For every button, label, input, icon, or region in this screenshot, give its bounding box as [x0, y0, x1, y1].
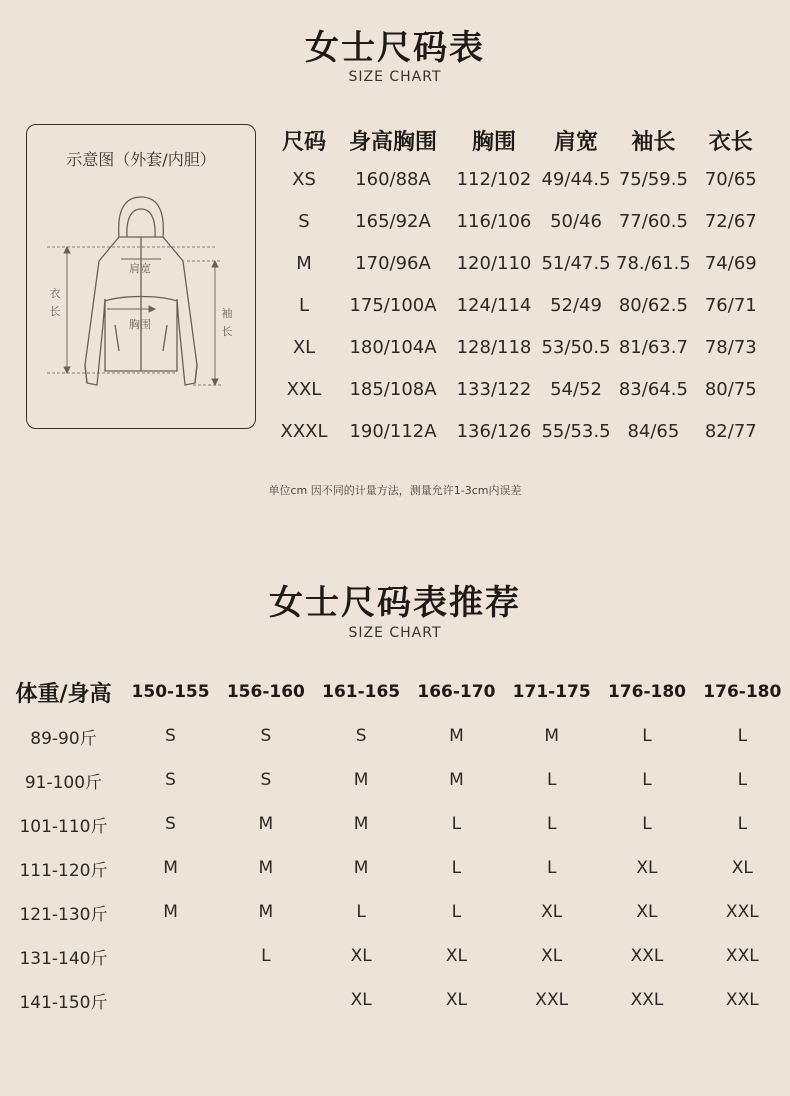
size-cell: 180/104A: [349, 336, 437, 358]
size-cell: 133/122: [456, 378, 532, 400]
recommended-size-cell: L: [737, 726, 748, 746]
recommended-size-cell: M: [258, 814, 274, 834]
recommended-size-cell: M: [258, 858, 274, 878]
recommended-size-cell: L: [737, 814, 748, 834]
recommended-size-cell: L: [451, 902, 462, 922]
recommended-size-cell: XL: [350, 946, 372, 966]
header-length: 衣长: [708, 129, 753, 155]
size-cell: L: [298, 294, 310, 316]
weight-range-cell: 131-140斤: [19, 948, 108, 969]
recommendation-row: [4, 846, 790, 890]
label-chest: 胸围: [129, 318, 151, 331]
size-cell: 116/106: [456, 210, 532, 232]
recommended-size-cell: M: [353, 814, 369, 834]
recommended-size-cell: [218, 978, 313, 1022]
recommended-size-cell: M: [258, 902, 274, 922]
sleeve-arrow-top: [212, 261, 218, 267]
recommendation-row: [4, 890, 790, 934]
sleeve-arrow-bottom: [212, 379, 218, 385]
size-row: [274, 284, 771, 326]
measurement-note: 单位cm 因不同的计量方法，测量允许1-3cm内误差: [268, 484, 522, 497]
size-cell: 76/71: [704, 294, 757, 316]
size-cell: XL: [292, 336, 316, 358]
recommended-size-cell: [123, 934, 218, 978]
size-cell: 124/114: [456, 294, 532, 316]
recommended-size-cell: XL: [731, 858, 753, 878]
recommended-size-cell: [123, 978, 218, 1022]
size-row: [274, 410, 771, 452]
size-cell: 170/96A: [355, 252, 431, 274]
recommended-size-cell: M: [449, 770, 464, 790]
size-cell: 49/44.5: [541, 168, 611, 190]
weight-range-cell: 91-100斤: [24, 772, 103, 793]
header-height-range: 176-180: [703, 682, 782, 702]
size-cell: 50/46: [550, 210, 602, 232]
recommended-size-cell: L: [737, 770, 748, 790]
length-arrow-bottom: [64, 367, 70, 373]
header-height-range: 156-160: [226, 682, 305, 702]
recommended-size-cell: S: [260, 770, 272, 790]
size-table: [274, 122, 771, 452]
header-height-range: 166-170: [417, 682, 496, 702]
size-cell: 82/77: [704, 420, 757, 442]
recommended-size-cell: S: [165, 770, 176, 790]
header-height-range: 150-155: [131, 682, 210, 702]
recommended-size-cell: M: [163, 858, 178, 878]
weight-range-cell: 121-130斤: [19, 904, 108, 925]
recommendation-row: [4, 978, 790, 1022]
size-cell: 55/53.5: [541, 420, 611, 442]
recommended-size-cell: S: [165, 726, 176, 746]
diagram-caption: 示意图（外套/内胆）: [66, 150, 216, 169]
recommended-size-cell: XL: [445, 946, 467, 966]
weight-range-cell: 111-120斤: [19, 860, 108, 881]
size-cell: 81/63.7: [618, 336, 688, 358]
label-length: 衣长: [49, 287, 61, 318]
recommended-size-cell: S: [355, 726, 367, 746]
size-cell: XS: [292, 168, 316, 190]
recommended-size-cell: S: [260, 726, 272, 746]
size-cell: 70/65: [704, 168, 757, 190]
hood-inner: [127, 209, 155, 237]
recommended-size-cell: L: [642, 814, 652, 834]
recommendation-title: 女士尺码表推荐: [269, 583, 521, 623]
size-cell: 136/126: [456, 420, 532, 442]
recommended-size-cell: M: [544, 726, 560, 746]
jacket-diagram: [27, 125, 255, 428]
recommended-size-cell: XL: [541, 946, 563, 966]
recommended-size-cell: XL: [636, 902, 658, 922]
size-cell: 190/112A: [349, 420, 437, 442]
header-shoulder: 肩宽: [553, 129, 598, 155]
size-cell: XXXL: [280, 420, 328, 442]
size-cell: 83/64.5: [618, 378, 688, 400]
hood-outline: [119, 197, 164, 237]
header-height-chest: 身高胸围: [348, 129, 437, 155]
recommended-size-cell: M: [353, 858, 369, 878]
recommended-size-cell: L: [451, 858, 462, 878]
recommended-size-cell: L: [261, 946, 271, 966]
size-row: [274, 368, 771, 410]
size-cell: 78/73: [704, 336, 757, 358]
recommendation-row: [4, 934, 790, 978]
recommendation-header: [4, 670, 790, 714]
size-cell: 78./61.5: [616, 252, 691, 274]
recommendation-row: [4, 802, 790, 846]
weight-range-cell: 89-90斤: [30, 728, 97, 749]
right-cuff: [195, 365, 197, 383]
size-cell: 80/75: [704, 378, 757, 400]
recommended-size-cell: XXL: [630, 946, 664, 966]
size-cell: 165/92A: [355, 210, 431, 232]
header-sleeve: 袖长: [631, 129, 676, 155]
recommendation-subtitle: SIZE CHART: [348, 625, 442, 641]
size-cell: 54/52: [550, 378, 602, 400]
recommended-size-cell: L: [546, 858, 557, 878]
size-cell: M: [296, 252, 312, 274]
header-height-range: 171-175: [512, 682, 591, 702]
left-pocket: [115, 325, 119, 351]
recommended-size-cell: XL: [445, 990, 467, 1010]
size-cell: 160/88A: [355, 168, 431, 190]
recommended-size-cell: L: [546, 770, 557, 790]
recommended-size-cell: S: [165, 814, 176, 834]
recommendation-row: [4, 714, 790, 758]
size-cell: 72/67: [704, 210, 757, 232]
recommended-size-cell: XL: [636, 858, 658, 878]
jacket-diagram-panel: [26, 124, 256, 429]
weight-range-cell: 141-150斤: [19, 992, 108, 1013]
recommended-size-cell: L: [642, 726, 652, 746]
weight-range-cell: 101-110斤: [19, 816, 108, 837]
size-cell: 52/49: [550, 294, 602, 316]
size-table-header: [274, 122, 771, 158]
header-size: 尺码: [281, 129, 326, 155]
recommended-size-cell: M: [353, 770, 369, 790]
recommended-size-cell: L: [356, 902, 366, 922]
size-cell: 84/65: [627, 420, 680, 442]
label-sleeve: 袖长: [221, 307, 233, 338]
recommended-size-cell: L: [451, 814, 462, 834]
recommended-size-cell: XXL: [725, 902, 759, 922]
header-weight-height: 体重/身高: [15, 681, 112, 707]
recommended-size-cell: XL: [350, 990, 372, 1010]
size-cell: 74/69: [704, 252, 757, 274]
recommended-size-cell: XXL: [725, 946, 759, 966]
size-cell: S: [298, 210, 310, 232]
recommended-size-cell: M: [163, 902, 178, 922]
recommended-size-cell: L: [546, 814, 557, 834]
recommended-size-cell: XXL: [535, 990, 569, 1010]
recommendation-table: [4, 670, 790, 1022]
size-cell: 120/110: [456, 252, 532, 274]
left-cuff: [85, 365, 87, 383]
size-row: [274, 326, 771, 368]
label-shoulder: 肩宽: [129, 262, 151, 275]
size-row: [274, 242, 771, 284]
recommended-size-cell: XL: [541, 902, 563, 922]
recommendation-row: [4, 758, 790, 802]
size-cell: 185/108A: [349, 378, 437, 400]
size-cell: 80/62.5: [618, 294, 688, 316]
recommended-size-cell: XXL: [630, 990, 664, 1010]
size-chart-title: 女士尺码表: [305, 28, 485, 68]
right-pocket: [163, 325, 167, 351]
size-cell: XXL: [286, 378, 322, 400]
size-cell: 53/50.5: [541, 336, 611, 358]
recommended-size-cell: XXL: [725, 990, 759, 1010]
recommended-size-cell: L: [642, 770, 652, 790]
size-cell: 77/60.5: [618, 210, 688, 232]
length-arrow-top: [64, 247, 70, 253]
size-cell: 75/59.5: [618, 168, 688, 190]
header-height-range: 161-165: [322, 682, 401, 702]
size-cell: 175/100A: [349, 294, 437, 316]
size-cell: 112/102: [456, 168, 532, 190]
size-row: [274, 200, 771, 242]
header-chest: 胸围: [471, 129, 516, 155]
size-cell: 128/118: [456, 336, 532, 358]
size-chart-subtitle: SIZE CHART: [348, 69, 442, 85]
header-height-range: 176-180: [607, 682, 686, 702]
size-row: [274, 158, 771, 200]
recommended-size-cell: M: [449, 726, 464, 746]
size-cell: 51/47.5: [541, 252, 611, 274]
chest-arrow-head: [149, 306, 155, 312]
